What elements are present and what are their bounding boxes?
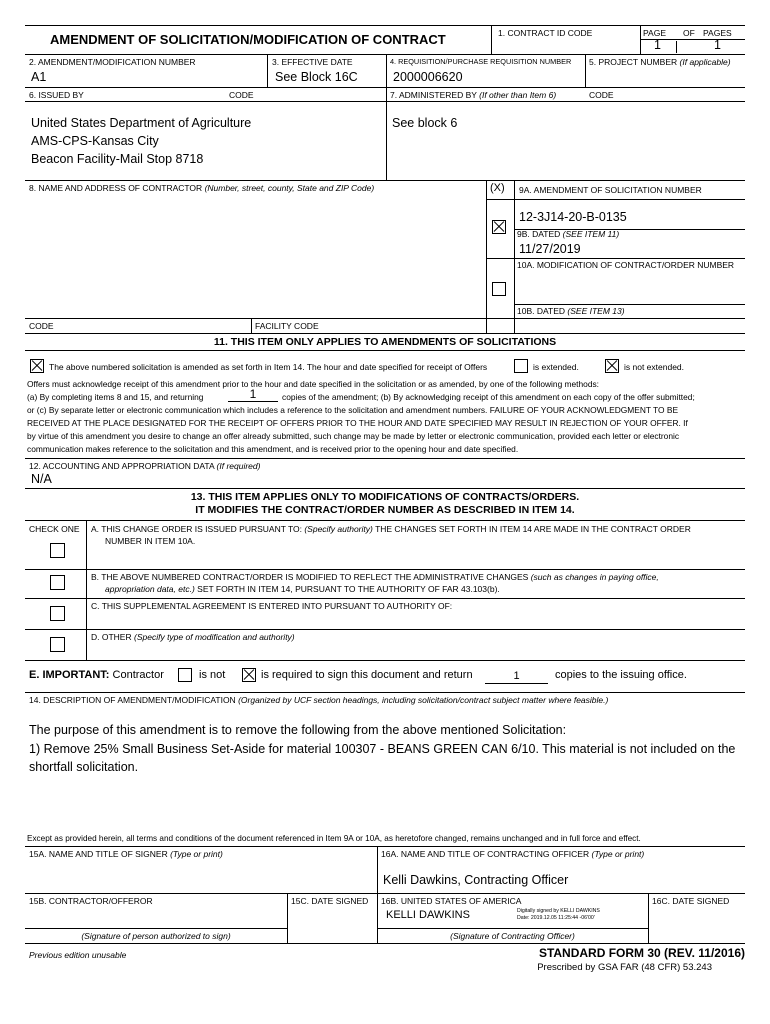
prescribed-by: Prescribed by GSA FAR (48 CFR) 53.243 <box>537 962 712 973</box>
administered-by-label: 7. ADMINISTERED BY (If other than Item 6) <box>390 90 557 100</box>
item-11-paragraph-5: by virtue of this amendment you desire to change an offer already submitted, such change may be made by letter or electronic communication, provided each letter or electronic <box>27 431 680 441</box>
item-13c-line: C. THIS SUPPLEMENTAL AGREEMENT IS ENTERED INTO PURSUANT TO AUTHORITY OF: <box>91 601 453 611</box>
is-extended-label: is extended. <box>533 362 579 372</box>
item-14-text-1: The purpose of this amendment is to remove the following from the above mentioned Solicitation: <box>29 723 567 737</box>
checkbox-is-extended[interactable] <box>514 359 528 373</box>
checkbox-13a[interactable] <box>50 543 65 558</box>
of-label: OF <box>683 28 695 38</box>
item-13b-line-1: B. THE ABOVE NUMBERED CONTRACT/ORDER IS MODIFIED TO REFLECT THE ADMINISTRATIVE CHANGES (such as changes in paying office, <box>91 572 659 582</box>
dated-9b-label: 9B. DATED (SEE ITEM 11) <box>517 229 620 239</box>
item-14-label: 14. DESCRIPTION OF AMENDMENT/MODIFICATION (Organized by UCF section headings, including solicitation/contract subject matter where feasible.) <box>29 695 609 705</box>
checkbox-9-checked[interactable] <box>492 220 506 234</box>
administered-by-value: See block 6 <box>392 116 458 130</box>
contractor-15b-label: 15B. CONTRACTOR/OFFEROR <box>29 896 153 906</box>
signature-16-caption: (Signature of Contracting Officer) <box>450 931 575 941</box>
dated-10b-label: 10B. DATED (SEE ITEM 13) <box>517 306 625 316</box>
requisition-label: 4. REQUISITION/PURCHASE REQUISITION NUMBER <box>390 57 572 66</box>
item-11-paragraph-6: communication makes reference to the solicitation and this amendment, and is received prior to the opening hour and date specified. <box>27 444 519 454</box>
except-text: Except as provided herein, all terms and conditions of the document referenced in Item 9A or 10A, as heretofore changed, remains unchanged and in full force and effect. <box>27 834 641 843</box>
item-11-paragraph-3: or (c) By separate letter or electronic communication which includes a reference to the solicitation and amendment numbers. FAILURE OF YOUR ACKNOWLEDGMENT TO BE <box>27 405 679 415</box>
signature-15-caption: (Signature of person authorized to sign) <box>81 931 231 941</box>
effective-date-value: See Block 16C <box>275 70 358 84</box>
item-13-heading-1: 13. THIS ITEM APPLIES ONLY TO MODIFICATIONS OF CONTRACTS/ORDERS. <box>190 491 580 503</box>
item-11-paragraph-1: Offers must acknowledge receipt of this amendment prior to the hour and date specified in the solicitation or as amended, by one of the following methods: <box>27 379 599 389</box>
copies-to-label: copies to the issuing office. <box>555 669 687 681</box>
is-not-label: is not <box>199 669 226 681</box>
dated-9b-value: 11/27/2019 <box>519 242 581 256</box>
officer-16a-label: 16A. NAME AND TITLE OF CONTRACTING OFFICER (Type or print) <box>381 849 645 859</box>
item-13b-line-2: appropriation data, etc.) SET FORTH IN ITEM 14, PURSUANT TO THE AUTHORITY OF FAR 43.103(b). <box>105 584 500 594</box>
checkbox-13b[interactable] <box>50 575 65 590</box>
contractor-label: 8. NAME AND ADDRESS OF CONTRACTOR (Number, street, county, State and ZIP Code) <box>29 183 375 193</box>
amendment-solicitation-value: 12-3J14-20-B-0135 <box>519 210 627 224</box>
contract-id-label: 1. CONTRACT ID CODE <box>498 28 593 38</box>
item-14-text-2: 1) Remove 25% Small Business Set-Aside for material 100307 - BEANS GREEN CAN 6/10. This material is not included on the shortfall solicitation. <box>29 742 736 774</box>
issued-by-line-3: Beacon Facility-Mail Stop 8718 <box>31 152 204 166</box>
checkbox-is-not-extended[interactable] <box>605 359 619 373</box>
pages-label: PAGES <box>703 28 732 38</box>
issued-by-line-1: United States Department of Agriculture <box>31 116 252 130</box>
checkbox-is-not[interactable] <box>178 668 192 682</box>
previous-edition-note: Previous edition unusable <box>29 950 127 960</box>
digital-signature-line-2: Date: 2019.12.05 11:25:44 -06'00' <box>517 915 595 921</box>
item-11-paragraph-4: RECEIVED AT THE PLACE DESIGNATED FOR THE RECEIPT OF OFFERS PRIOR TO THE HOUR AND DATE SPECIFIED MAY RESULT IN REJECTION OF YOUR OFFER. If <box>27 418 688 428</box>
is-not-extended-label: is not extended. <box>624 362 685 372</box>
pages-value: 1 <box>714 38 721 52</box>
project-number-label: 5. PROJECT NUMBER (If applicable) <box>589 57 731 67</box>
amendment-number-label: 2. AMENDMENT/MODIFICATION NUMBER <box>29 57 196 67</box>
digital-signature-line-1: Digitally signed by KELLI DAWKINS <box>517 908 600 914</box>
administered-code-label: CODE <box>589 90 614 100</box>
amendment-solicitation-label: 9A. AMENDMENT OF SOLICITATION NUMBER <box>519 185 702 195</box>
is-required-label: is required to sign this document and return <box>261 669 473 681</box>
item-13a-line-2: NUMBER IN ITEM 10A. <box>105 536 196 546</box>
checkbox-13c[interactable] <box>50 606 65 621</box>
item-11-line-1: The above numbered solicitation is amended as set forth in Item 14. The hour and date specified for receipt of Offers <box>49 362 488 372</box>
item-12-label: 12. ACCOUNTING AND APPROPRIATION DATA (If required) <box>29 461 261 471</box>
signer-name: KELLI DAWKINS <box>386 909 470 921</box>
item-11-paragraph-2a: (a) By completing items 8 and 15, and returning <box>27 392 204 402</box>
item-13a-line-1: A. THIS CHANGE ORDER IS ISSUED PURSUANT TO: (Specify authority) THE CHANGES SET FORTH IN ITEM 14 ARE MADE IN THE CONTRACT ORDER <box>91 524 691 534</box>
modification-contract-label: 10A. MODIFICATION OF CONTRACT/ORDER NUMBER <box>517 260 735 270</box>
issued-by-label: 6. ISSUED BY <box>29 90 84 100</box>
form-title: AMENDMENT OF SOLICITATION/MODIFICATION OF CONTRACT <box>50 32 446 47</box>
x-header: (X) <box>490 182 505 194</box>
standard-form-number: STANDARD FORM 30 (REV. 11/2016) <box>538 946 745 960</box>
checkbox-13d[interactable] <box>50 637 65 652</box>
check-one-label: CHECK ONE <box>29 524 80 534</box>
officer-name-title: Kelli Dawkins, Contracting Officer <box>383 873 569 887</box>
checkbox-11-amended[interactable] <box>30 359 44 373</box>
usa-16b-label: 16B. UNITED STATES OF AMERICA <box>381 896 522 906</box>
date-15c-label: 15C. DATE SIGNED <box>291 896 369 906</box>
amendment-number-value: A1 <box>31 70 47 84</box>
effective-date-label: 3. EFFECTIVE DATE <box>272 57 353 67</box>
signer-15a-label: 15A. NAME AND TITLE OF SIGNER (Type or print) <box>29 849 223 859</box>
date-16c-label: 16C. DATE SIGNED <box>652 896 730 906</box>
facility-code-label: FACILITY CODE <box>255 321 319 331</box>
item-11-paragraph-2b: copies of the amendment; (b) By acknowledging receipt of this amendment on each copy of the offer submitted; <box>282 392 695 402</box>
checkbox-is-required[interactable] <box>242 668 256 682</box>
important-copies: 1 <box>485 669 548 684</box>
item-12-value: N/A <box>31 472 52 486</box>
issued-code-label: CODE <box>229 90 254 100</box>
page-label: PAGE <box>643 28 666 38</box>
requisition-value: 2000006620 <box>393 70 463 84</box>
item-11-copies: 1 <box>228 388 278 402</box>
contractor-code-label: CODE <box>29 321 54 331</box>
important-line: E. IMPORTANT: Contractor <box>29 669 164 681</box>
checkbox-10[interactable] <box>492 282 506 296</box>
item-11-heading: 11. THIS ITEM ONLY APPLIES TO AMENDMENTS OF SOLICITATIONS <box>213 336 557 348</box>
item-13-heading-2: IT MODIFIES THE CONTRACT/ORDER NUMBER AS DESCRIBED IN ITEM 14. <box>195 504 575 516</box>
item-13d-line: D. OTHER (Specify type of modification and authority) <box>91 632 295 642</box>
issued-by-line-2: AMS-CPS-Kansas City <box>31 134 159 148</box>
page-value: 1 <box>654 38 661 52</box>
